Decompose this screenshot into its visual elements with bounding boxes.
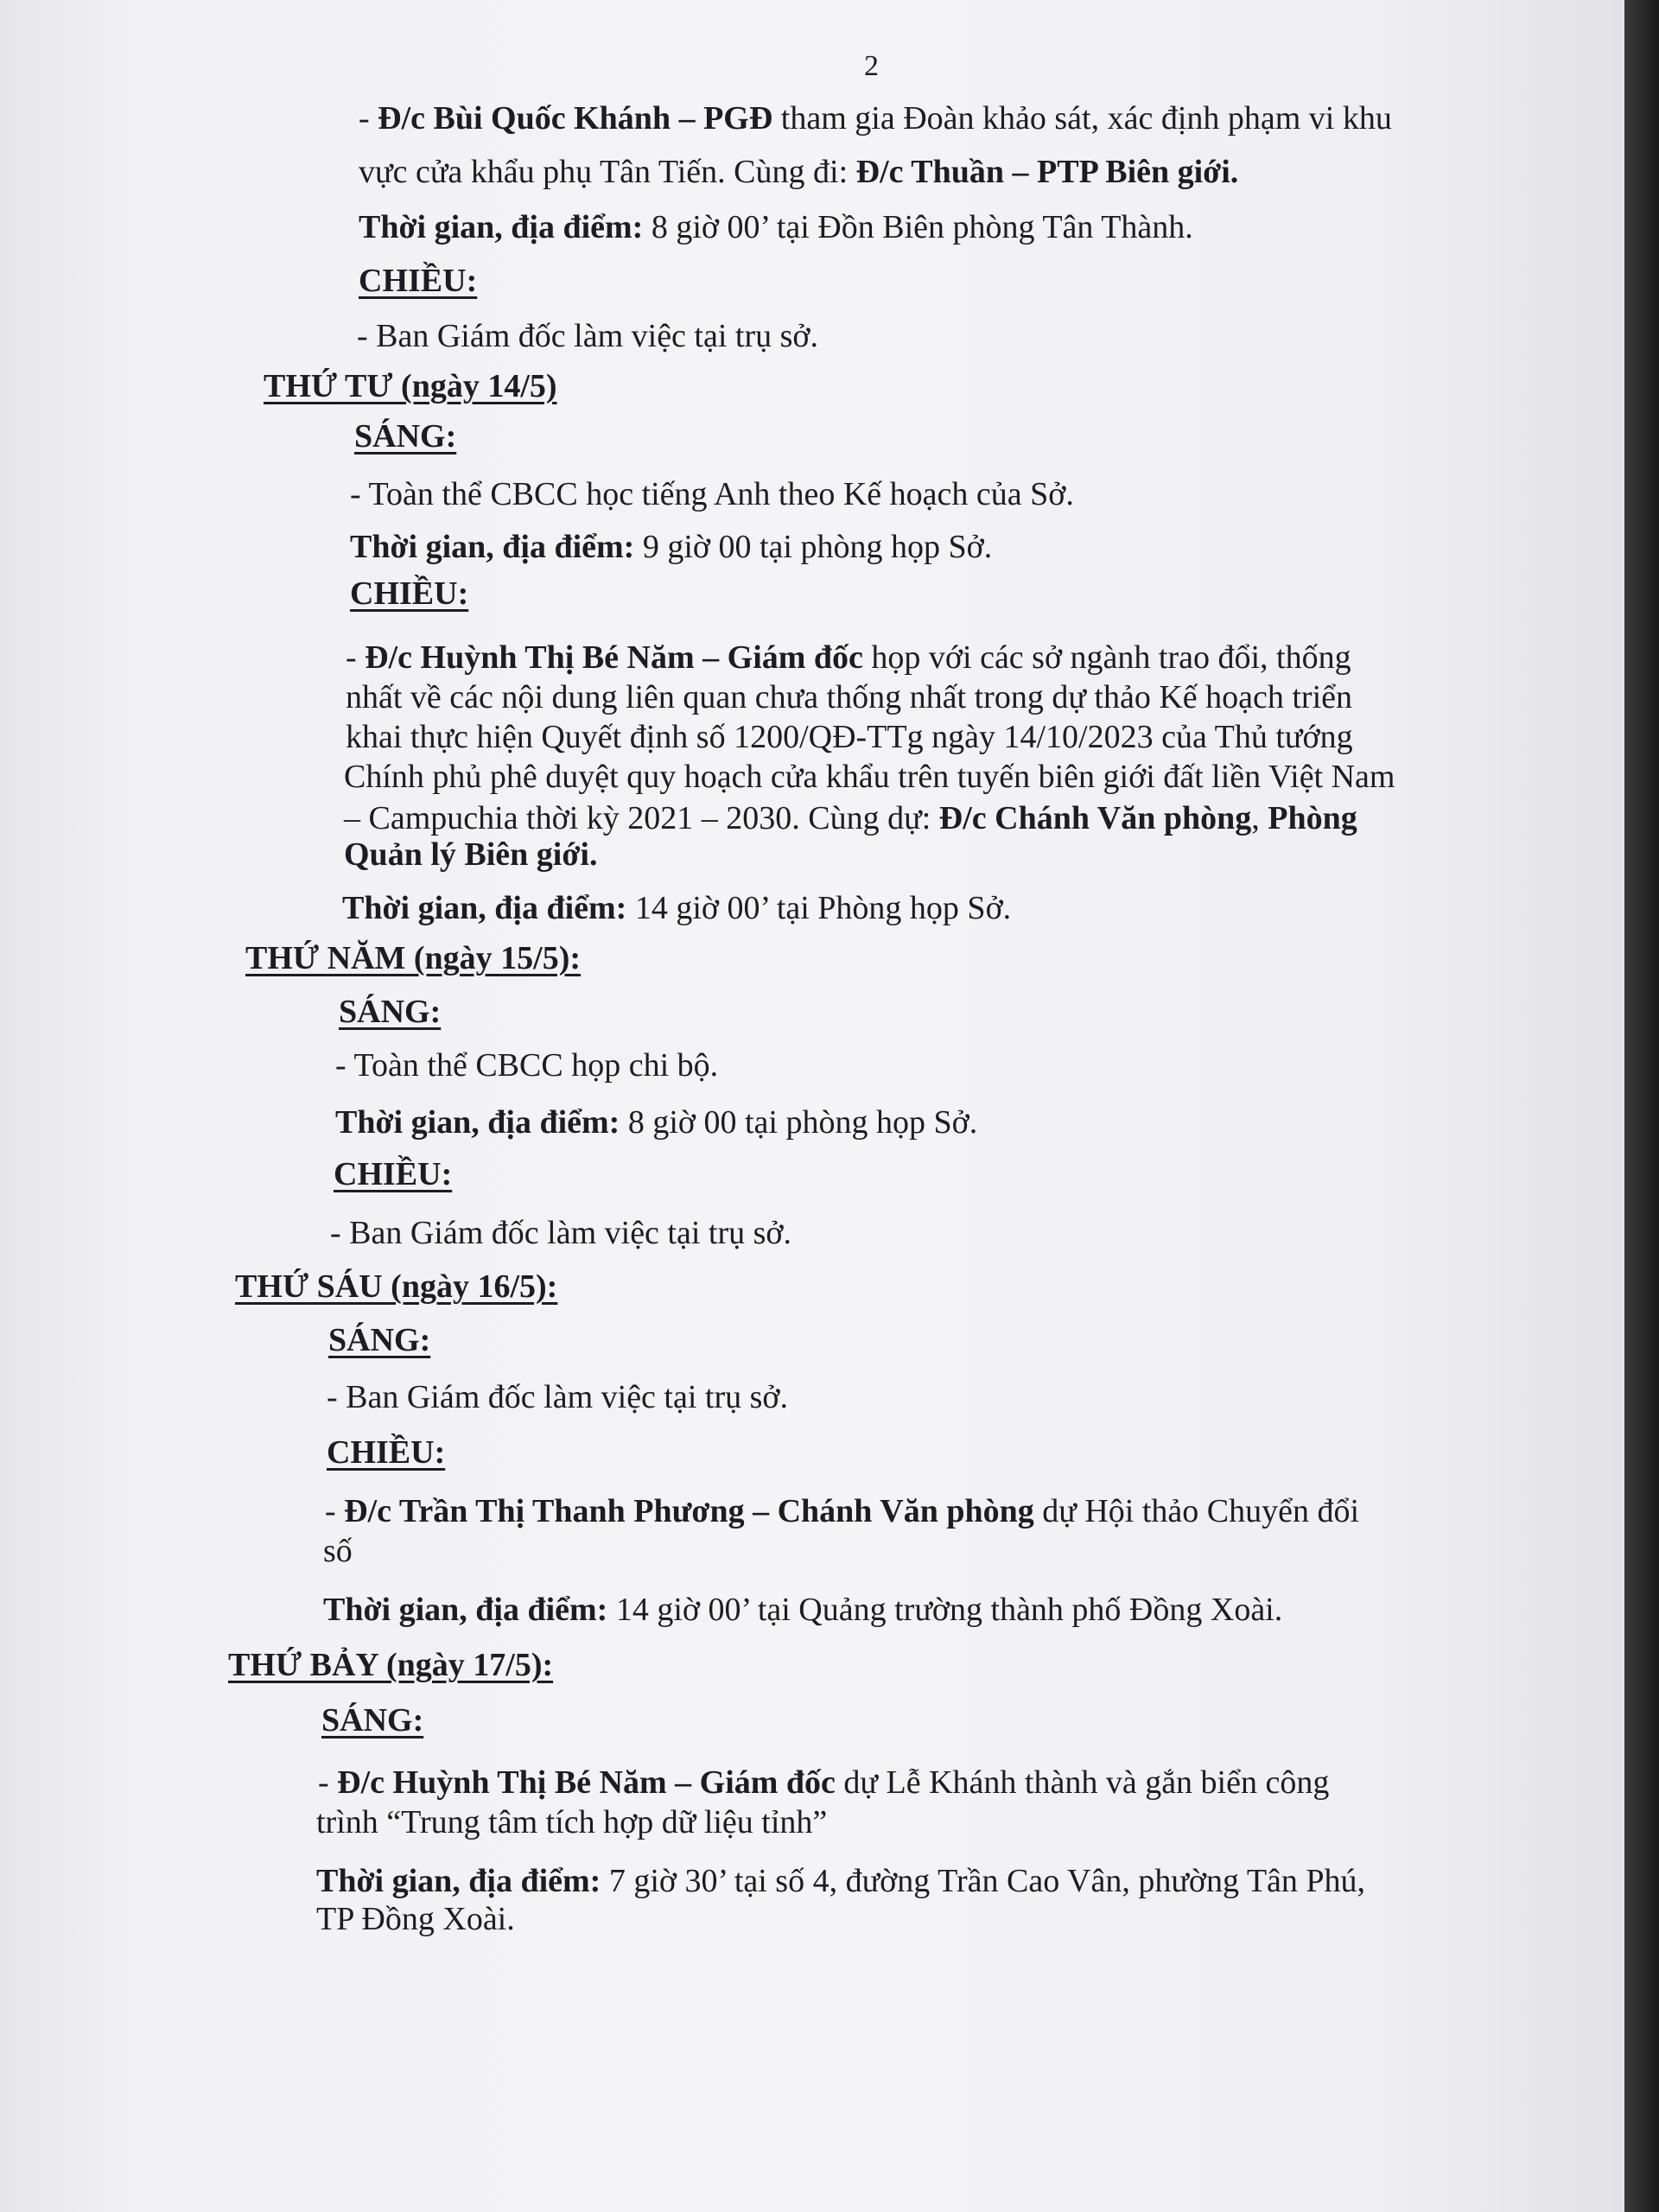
time-location-text: 14 giờ 00’ tại Quảng trường thành phố Đồng Xoài. — [607, 1592, 1283, 1628]
task-phuong-line1 — [325, 1491, 1359, 1531]
session-morning: SÁNG: — [328, 1322, 431, 1358]
task-director-line2: nhất về các nội dung liên quan chưa thống nhất trong dự thảo Kế hoạch triển — [346, 679, 1353, 715]
task-item: - Toàn thể CBCC họp chi bộ. — [335, 1047, 719, 1084]
session-afternoon: CHIỀU: — [350, 575, 469, 612]
task-item: - Ban Giám đốc làm việc tại trụ sở. — [357, 318, 819, 354]
bullet-dash: - — [359, 100, 378, 137]
time-location-text: 14 giờ 00’ tại Phòng họp Sở. — [626, 890, 1012, 926]
session-morning: SÁNG: — [339, 994, 442, 1030]
time-location-line2: TP Đồng Xoài. — [316, 1901, 515, 1937]
task-text: tham gia Đoàn khảo sát, xác định phạm vi khu — [772, 100, 1392, 137]
time-location-label: Thời gian, địa điểm: — [350, 529, 635, 565]
separator: , — [1251, 800, 1268, 836]
day-heading-wednesday: THỨ TƯ (ngày 14/5) — [264, 368, 557, 404]
time-location-text: 9 giờ 00 tại phòng họp Sở. — [634, 529, 993, 565]
bullet-dash: - — [346, 639, 365, 676]
time-location-label: Thời gian, địa điểm: — [323, 1592, 608, 1628]
task-item: - Ban Giám đốc làm việc tại trụ sở. — [327, 1379, 789, 1415]
bullet-dash: - — [325, 1493, 345, 1529]
page-edge-shadow — [1624, 0, 1659, 2212]
session-morning: SÁNG: — [321, 1702, 424, 1738]
time-location-line1 — [316, 1861, 1365, 1901]
session-afternoon: CHIỀU: — [327, 1434, 446, 1471]
task-director-line6: Quản lý Biên giới. — [344, 836, 598, 873]
time-location — [342, 888, 1011, 928]
task-text: dự Lễ Khánh thành và gắn biển công — [835, 1764, 1330, 1801]
task-text: dự Hội thảo Chuyển đổi — [1033, 1493, 1360, 1529]
person-name: Đ/c Trần Thị Thanh Phương – Chánh Văn phòng — [344, 1493, 1034, 1529]
session-afternoon: CHIỀU: — [359, 263, 478, 299]
time-location-text: 8 giờ 00’ tại Đồn Biên phòng Tân Thành. — [643, 209, 1193, 245]
page-number: 2 — [864, 50, 879, 82]
task-khanh — [359, 99, 1392, 138]
session-morning: SÁNG: — [354, 418, 457, 454]
task-director-line4: Chính phủ phê duyệt quy hoạch cửa khẩu trên tuyến biên giới đất liền Việt Nam — [344, 759, 1395, 795]
time-location-label: Thời gian, địa điểm: — [359, 209, 644, 245]
person-name: Đ/c Bùi Quốc Khánh – PGĐ — [378, 100, 773, 137]
companion-name: Đ/c Thuần – PTP Biên giới. — [855, 154, 1239, 190]
time-location-text: 7 giờ 30’ tại số 4, đường Trần Cao Vân, phường Tân Phú, — [601, 1863, 1366, 1899]
task-item: - Toàn thể CBCC học tiếng Anh theo Kế hoạch của Sở. — [350, 476, 1074, 512]
time-location-label: Thời gian, địa điểm: — [335, 1104, 620, 1141]
time-location — [350, 527, 992, 567]
time-location — [335, 1103, 977, 1142]
attendee-name: Phòng — [1268, 800, 1357, 836]
task-director-line5 — [344, 798, 1357, 838]
time-location — [323, 1590, 1282, 1630]
person-name: Đ/c Huỳnh Thị Bé Năm – Giám đốc — [365, 639, 863, 676]
time-location-label: Thời gian, địa điểm: — [342, 890, 627, 926]
time-location — [359, 207, 1193, 247]
person-name: Đ/c Huỳnh Thị Bé Năm – Giám đốc — [337, 1764, 836, 1801]
task-phuong-line2: số — [323, 1533, 353, 1569]
task-khanh-line2 — [359, 152, 1238, 192]
task-director-line3: khai thực hiện Quyết định số 1200/QĐ-TTg ngày 14/10/2023 của Thủ tướng — [346, 719, 1353, 755]
time-location-text: 8 giờ 00 tại phòng họp Sở. — [620, 1104, 978, 1141]
task-text: họp với các sở ngành trao đổi, thống — [862, 639, 1351, 676]
task-director-sat-line1 — [318, 1763, 1329, 1802]
task-item: - Ban Giám đốc làm việc tại trụ sở. — [330, 1215, 792, 1251]
time-location-label: Thời gian, địa điểm: — [316, 1863, 601, 1899]
session-afternoon: CHIỀU: — [334, 1156, 453, 1192]
attendee-name: Đ/c Chánh Văn phòng — [938, 800, 1252, 836]
task-text: – Campuchia thời kỳ 2021 – 2030. Cùng dự: — [344, 800, 939, 836]
day-heading-saturday: THỨ BẢY (ngày 17/5): — [228, 1647, 554, 1683]
bullet-dash: - — [318, 1764, 338, 1801]
day-heading-friday: THỨ SÁU (ngày 16/5): — [235, 1268, 558, 1305]
task-director-line1 — [346, 638, 1351, 677]
task-director-sat-line2: trình “Trung tâm tích hợp dữ liệu tỉnh” — [316, 1804, 828, 1840]
day-heading-thursday: THỨ NĂM (ngày 15/5): — [245, 940, 582, 976]
task-text: vực cửa khẩu phụ Tân Tiến. Cùng đi: — [359, 154, 856, 190]
